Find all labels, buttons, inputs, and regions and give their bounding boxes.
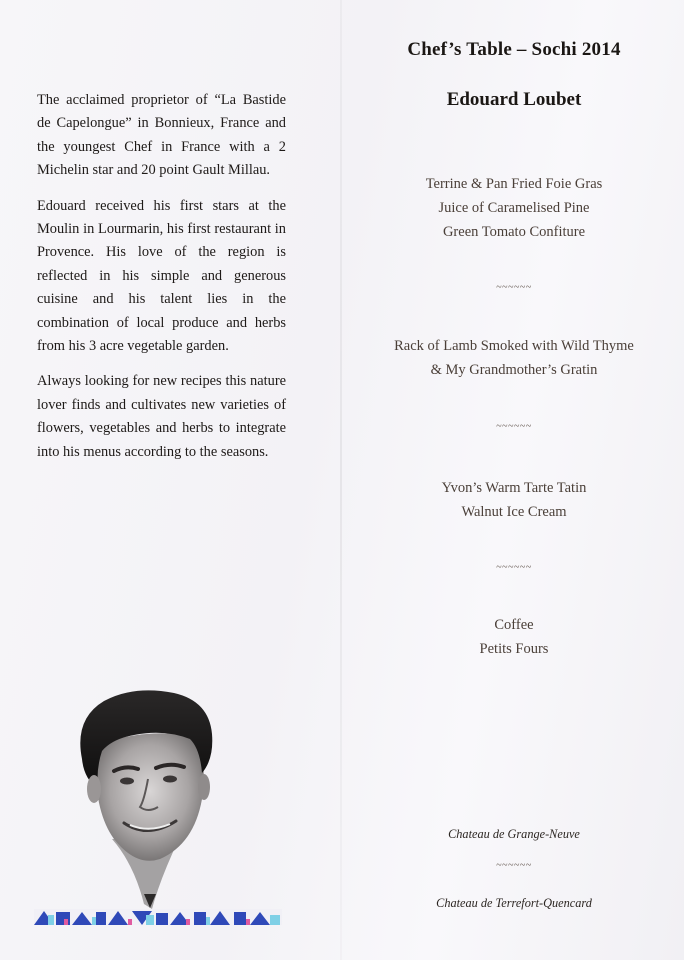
course-dessert — [358, 476, 670, 524]
course-line: Yvon’s Warm Tarte Tatin — [441, 480, 587, 496]
sochi-pattern-strip — [34, 909, 282, 925]
course-line: Terrine & Pan Fried Foie Gras — [425, 176, 603, 192]
course-main — [358, 334, 670, 382]
page-fold — [340, 0, 342, 960]
event-title: Chef’s Table – Sochi 2014 — [407, 39, 621, 60]
wine-separator: ~~~~~~ — [496, 860, 532, 871]
chef-name: Edouard Loubet — [446, 89, 582, 110]
course-separator: ~~~~~~ — [496, 282, 532, 293]
course-line: Rack of Lamb Smoked with Wild Thyme — [394, 338, 634, 354]
course-line: Coffee — [494, 617, 534, 633]
chef-biography — [37, 89, 286, 476]
course-separator: ~~~~~~ — [496, 562, 532, 573]
course-line: Walnut Ice Cream — [461, 504, 567, 520]
bio-paragraph: Edouard received his first stars at the Moulin in Lourmarin, his first restaurant in Provence. His love of the region is reflected in his simple and generous cuisine and his talent lies in the combination of local produce and herbs from his 3 acre vegetable garden. — [37, 197, 286, 355]
chef-portrait — [74, 689, 224, 909]
wine-2: Chateau de Terrefort-Quencard — [436, 896, 592, 910]
course-line: & My Grandmother’s Gratin — [430, 362, 598, 378]
course-separator: ~~~~~~ — [496, 421, 532, 432]
course-coffee — [358, 613, 670, 661]
menu-column — [358, 36, 670, 910]
wine-1: Chateau de Grange-Neuve — [448, 827, 580, 841]
course-line: Green Tomato Confiture — [442, 224, 586, 240]
course-line: Juice of Caramelised Pine — [438, 200, 590, 216]
course-starter — [358, 172, 670, 244]
bio-paragraph: Always looking for new recipes this nature lover finds and cultivates new varieties of flowers, vegetables and herbs to integrate into his menus according to the seasons. — [37, 373, 286, 460]
bio-paragraph: The acclaimed proprietor of “La Bastide de Capelongue” in Bonnieux, France and the youngest Chef in France with a 2 Michelin star and 20 point Gault Millau. — [37, 92, 286, 179]
course-line: Petits Fours — [479, 641, 549, 657]
